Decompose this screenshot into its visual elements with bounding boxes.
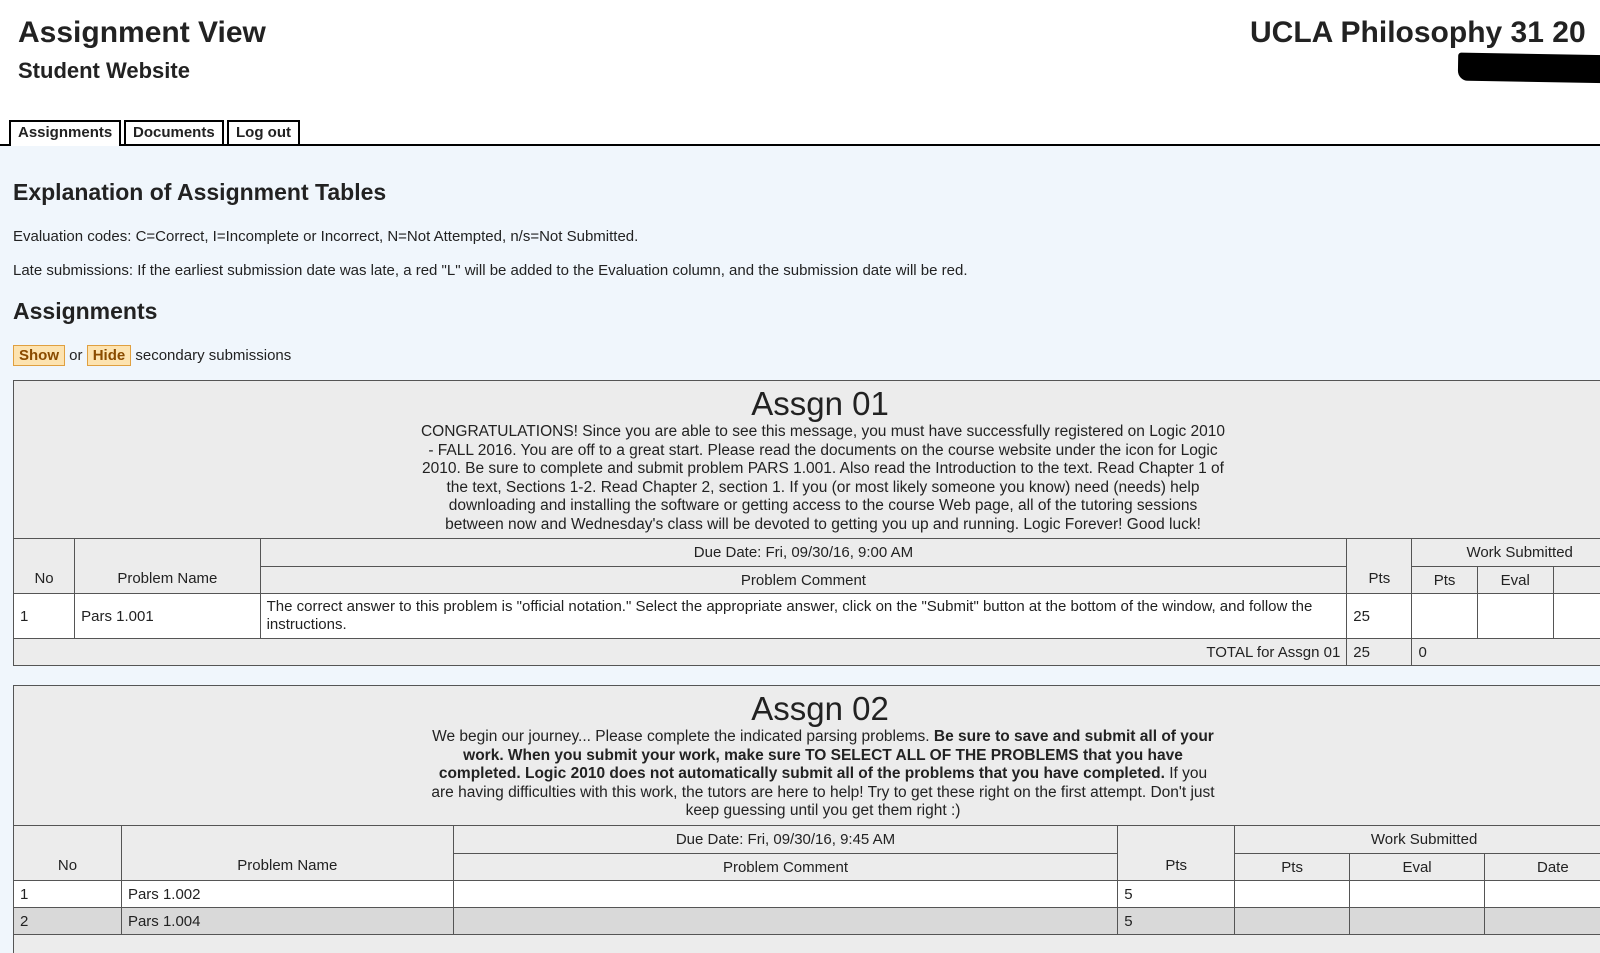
assignment-description: CONGRATULATIONS! Since you are able to see this message, you must have successfully registered on Logic 2010 - FALL 2016. You are off to a great start. Please read the documents on the course website under the icon for Logic 2010. Be sure to complete and submit problem PARS 1.001. Also read the Introduction to the text. Read Chapter 1 of the text, Sections 1-2. Read Chapter 2, section 1. If you (or most likely someone you know) need (needs) help downloading and installing the software or getting access to the course Web page, all of the tutoring sessions between now and Wednesday's class will be devoted to getting you up and running. Logic Forever! Good luck! <box>420 423 1226 533</box>
tab-bar <box>0 120 1600 146</box>
table-row <box>14 908 1600 935</box>
column-submitted-pts: Pts <box>1235 854 1350 881</box>
row-no: 1 <box>14 594 75 639</box>
row-date <box>1485 908 1600 935</box>
row-problem-comment: The correct answer to this problem is "official notation." Select the appropriate answer, click on the "Submit" button at the bottom of the window, and follow the instructions. <box>260 594 1347 639</box>
column-date: Date <box>1485 854 1600 881</box>
secondary-submissions-toggle <box>13 345 291 366</box>
due-date: Due Date: Fri, 09/30/16, 9:00 AM <box>260 539 1347 567</box>
column-no: No <box>14 539 75 594</box>
row-eval <box>1477 594 1553 639</box>
row-problem-comment <box>453 908 1118 935</box>
row-problem-comment <box>453 881 1118 908</box>
assignment-title: Assgn 01 <box>751 385 889 422</box>
table-row <box>14 881 1600 908</box>
column-problem-name: Problem Name <box>121 826 453 881</box>
redaction-bar <box>1458 53 1600 84</box>
tab-log-out[interactable]: Log out <box>227 120 300 144</box>
assignment-title: Assgn 02 <box>751 690 889 727</box>
total-pts: 25 <box>1347 639 1412 666</box>
assignment-description: We begin our journey... Please complete the indicated parsing problems. Be sure to save and submit all of your work. When you submit your work, make sure TO SELECT ALL OF THE PROBLEMS that you have completed. Logic 2010 does not automatically submit all of the problems that you have completed. If you are having difficulties with this work, the tutors are here to help! Try to get these right on the first attempt. Don't just keep guessing until you get them right :) <box>431 728 1215 820</box>
column-date <box>1553 567 1600 594</box>
assignment-table-02 <box>13 825 1600 935</box>
show-button[interactable]: Show <box>13 345 65 366</box>
table-row <box>14 594 1600 639</box>
assignment-table-01 <box>13 538 1600 666</box>
assignments-heading: Assignments <box>13 298 158 324</box>
assignment-panel-02 <box>13 685 1600 953</box>
due-date: Due Date: Fri, 09/30/16, 9:45 AM <box>453 826 1118 854</box>
column-problem-comment: Problem Comment <box>260 567 1347 594</box>
column-work-submitted: Work Submitted <box>1235 826 1600 854</box>
row-no: 2 <box>14 908 122 935</box>
row-pts: 5 <box>1118 881 1235 908</box>
tab-documents[interactable]: Documents <box>124 120 224 144</box>
row-problem-name[interactable]: Pars 1.004 <box>121 908 453 935</box>
row-date <box>1553 594 1600 639</box>
main-content <box>0 146 1600 953</box>
column-pts: Pts <box>1347 539 1412 594</box>
column-submitted-pts: Pts <box>1412 567 1477 594</box>
assignment-panel-01 <box>13 380 1600 666</box>
page-title: Assignment View <box>18 16 266 49</box>
column-eval: Eval <box>1477 567 1553 594</box>
row-pts: 25 <box>1347 594 1412 639</box>
row-eval <box>1350 908 1485 935</box>
row-submitted-pts <box>1235 881 1350 908</box>
row-eval <box>1350 881 1485 908</box>
or-text: or <box>69 347 83 364</box>
row-problem-name[interactable]: Pars 1.002 <box>121 881 453 908</box>
secondary-submissions-label: secondary submissions <box>135 347 292 364</box>
page-subtitle: Student Website <box>18 58 190 83</box>
column-pts: Pts <box>1118 826 1235 881</box>
tab-assignments[interactable]: Assignments <box>9 120 121 146</box>
row-submitted-pts <box>1412 594 1477 639</box>
explanation-heading: Explanation of Assignment Tables <box>13 179 387 205</box>
column-work-submitted: Work Submitted <box>1412 539 1600 567</box>
evaluation-codes-text: Evaluation codes: C=Correct, I=Incomplete or Incorrect, N=Not Attempted, n/s=Not Submitted. <box>13 228 639 245</box>
column-problem-name: Problem Name <box>75 539 260 594</box>
row-problem-name[interactable]: Pars 1.001 <box>75 594 260 639</box>
column-problem-comment: Problem Comment <box>453 854 1118 881</box>
row-pts: 5 <box>1118 908 1235 935</box>
course-title: UCLA Philosophy 31 20 <box>1250 16 1586 49</box>
total-row <box>14 639 1600 666</box>
column-no: No <box>14 826 122 881</box>
row-submitted-pts <box>1235 908 1350 935</box>
column-eval: Eval <box>1350 854 1485 881</box>
total-label: TOTAL for Assgn 01 <box>14 639 1347 666</box>
late-submissions-text: Late submissions: If the earliest submission date was late, a red "L" will be added to the Evaluation column, and the submission date will be red. <box>13 262 968 279</box>
total-submitted: 0 <box>1412 639 1600 666</box>
row-no: 1 <box>14 881 122 908</box>
row-date <box>1485 881 1600 908</box>
hide-button[interactable]: Hide <box>87 345 132 366</box>
page-header <box>0 0 1600 146</box>
